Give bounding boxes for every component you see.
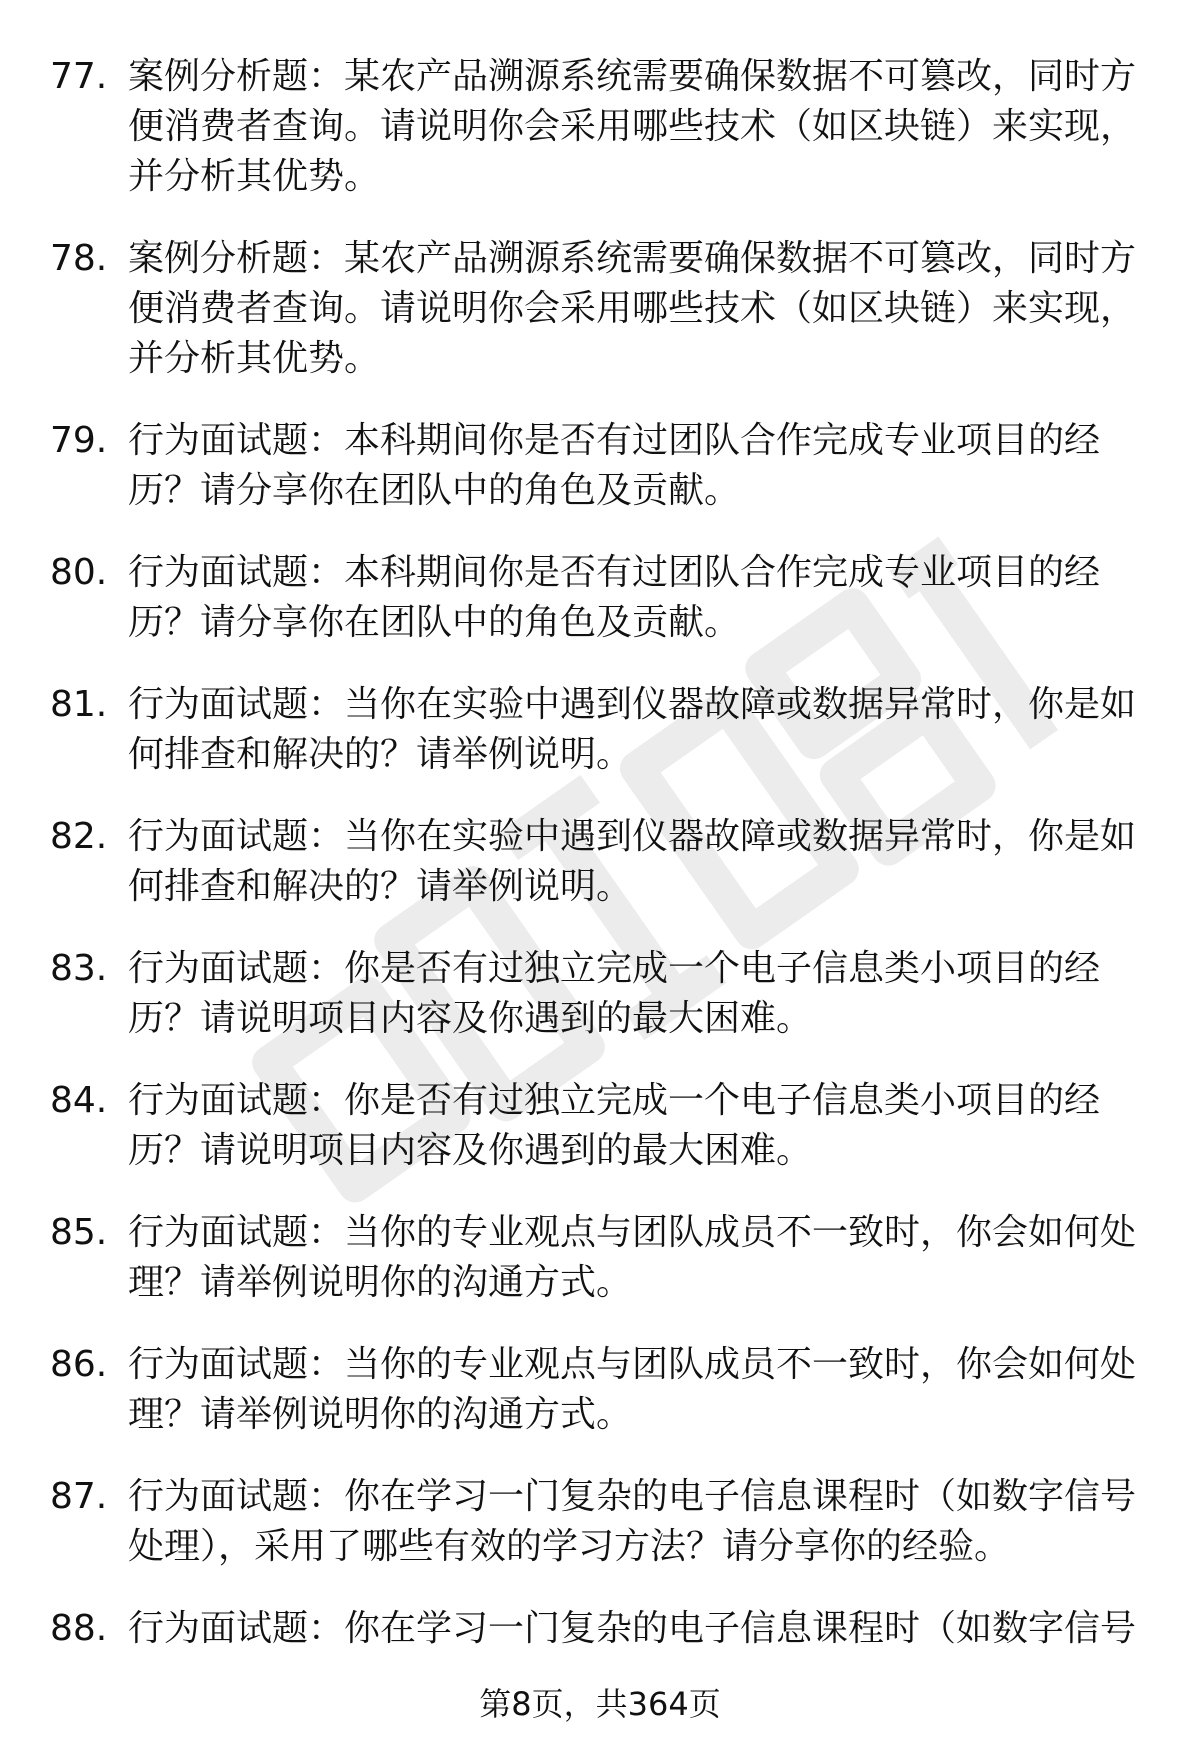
question-item	[0, 680, 1200, 780]
question-text: 行为面试题：你在学习一门复杂的电子信息课程时（如数字信号处理），采用了哪些有效的学习方法？请分享你的经验。	[128, 1476, 1137, 1567]
question-text: 行为面试题：你在学习一门复杂的电子信息课程时（如数字信号	[128, 1608, 1137, 1649]
question-text: 行为面试题：当你在实验中遇到仪器故障或数据异常时，你是如何排查和解决的？请举例说明。	[128, 816, 1137, 907]
question-number: 78.	[50, 238, 108, 279]
page-footer	[0, 1684, 1200, 1724]
question-text: 案例分析题：某农产品溯源系统需要确保数据不可篡改，同时方便消费者查询。请说明你会采用哪些技术（如区块链）来实现，并分析其优势。	[128, 56, 1137, 197]
question-number: 84.	[50, 1080, 108, 1121]
question-text: 行为面试题：你是否有过独立完成一个电子信息类小项目的经历？请说明项目内容及你遇到的最大困难。	[128, 948, 1101, 1039]
question-text: 行为面试题：本科期间你是否有过团队合作完成专业项目的经历？请分享你在团队中的角色及贡献。	[128, 552, 1101, 643]
question-text: 行为面试题：当你在实验中遇到仪器故障或数据异常时，你是如何排查和解决的？请举例说明。	[128, 684, 1137, 775]
question-number: 87.	[50, 1476, 108, 1517]
question-item	[0, 944, 1200, 1044]
question-text: 行为面试题：你是否有过独立完成一个电子信息类小项目的经历？请说明项目内容及你遇到的最大困难。	[128, 1080, 1101, 1171]
question-number: 77.	[50, 56, 108, 97]
page-number-label: 第8页，共364页	[479, 1685, 721, 1723]
question-number: 81.	[50, 684, 108, 725]
question-number: 85.	[50, 1212, 108, 1253]
question-item	[0, 1076, 1200, 1176]
question-number: 79.	[50, 420, 108, 461]
question-item	[0, 1208, 1200, 1308]
question-item	[0, 234, 1200, 384]
question-text: 行为面试题：当你的专业观点与团队成员不一致时，你会如何处理？请举例说明你的沟通方式。	[128, 1344, 1137, 1435]
question-item	[0, 812, 1200, 912]
question-item	[0, 548, 1200, 648]
question-list	[0, 52, 1200, 1686]
question-item	[0, 1340, 1200, 1440]
question-number: 88.	[50, 1608, 108, 1649]
question-item	[0, 416, 1200, 516]
question-number: 83.	[50, 948, 108, 989]
question-item	[0, 1472, 1200, 1572]
question-number: 80.	[50, 552, 108, 593]
question-text: 行为面试题：当你的专业观点与团队成员不一致时，你会如何处理？请举例说明你的沟通方式。	[128, 1212, 1137, 1303]
question-text: 行为面试题：本科期间你是否有过团队合作完成专业项目的经历？请分享你在团队中的角色及贡献。	[128, 420, 1101, 511]
question-item	[0, 1604, 1200, 1654]
question-number: 82.	[50, 816, 108, 857]
question-item	[0, 52, 1200, 202]
question-text: 案例分析题：某农产品溯源系统需要确保数据不可篡改，同时方便消费者查询。请说明你会采用哪些技术（如区块链）来实现，并分析其优势。	[128, 238, 1137, 379]
question-number: 86.	[50, 1344, 108, 1385]
